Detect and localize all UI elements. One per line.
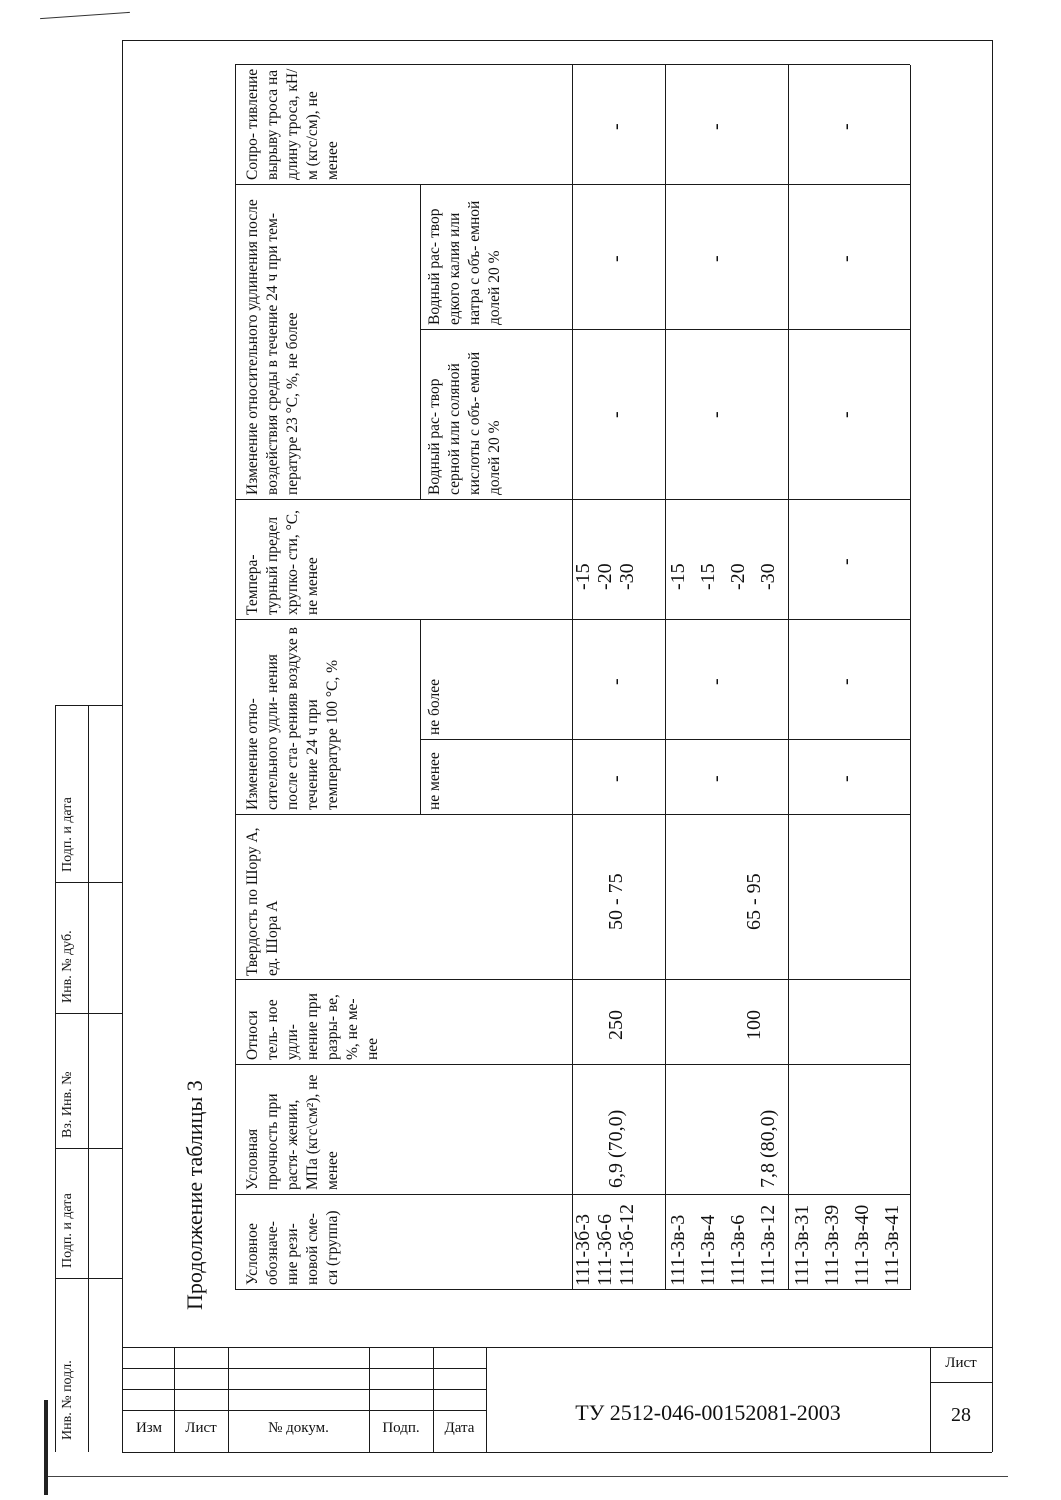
side-label-inv-podl: Инв. № подл. — [60, 1360, 75, 1440]
row2-brittleness-2: -15 — [697, 563, 719, 590]
row1-air-min: - — [605, 775, 627, 782]
row3-brittleness: - — [835, 558, 857, 565]
row2-designation-4: 111-3в-12 — [757, 1204, 779, 1286]
header-air-aging-max: не более — [426, 679, 443, 735]
header-elongation: Относи тель- ное удли- нение при разры- ве, %, не ме- нее — [244, 993, 381, 1060]
row2-designation-2: 111-3в-4 — [697, 1214, 719, 1286]
header-hardness: Твердость по Шору А, ед. Шора А — [244, 827, 281, 976]
stamp-izm: Изм — [135, 1420, 163, 1436]
row1-pullout: - — [605, 123, 627, 130]
row1-designation-1: 111-3б-3 — [572, 1213, 594, 1286]
row2-elongation: 100 — [743, 1010, 765, 1040]
sheet-number: 28 — [951, 1404, 971, 1426]
header-media-alkali: Водный рас- твор едкого калия или натра с объ- емной долей 20 % — [426, 200, 503, 325]
row2-brittleness-1: -15 — [667, 563, 689, 590]
row3-designation-4: 111-3в-41 — [881, 1204, 903, 1286]
side-label-vz-inv: Вз. Инв. № — [60, 1071, 75, 1138]
scan-edge-left — [44, 1400, 48, 1495]
side-label-podp-data-1: Подп. и дата — [60, 1193, 75, 1268]
row3-air-min: - — [835, 775, 857, 782]
row1-designation-2: 111-3б-6 — [594, 1213, 616, 1286]
table-3-continued — [235, 65, 910, 1290]
row3-air-max: - — [835, 678, 857, 685]
header-designation: Условное обозначе- ние рези- новой сме- си (группа) — [244, 1210, 341, 1285]
row2-pullout: - — [705, 123, 727, 130]
row1-acid: - — [605, 411, 627, 418]
header-brittleness: Темпера- турный предел хрупко- сти, °С, не менее — [244, 510, 321, 615]
row3-designation-3: 111-3в-40 — [851, 1204, 873, 1286]
row2-designation-3: 111-3в-6 — [727, 1214, 749, 1286]
row2-hardness: 65 - 95 — [743, 873, 765, 930]
row2-designation-1: 111-3в-3 — [667, 1214, 689, 1286]
stamp-list: Лист — [185, 1420, 217, 1436]
row1-brittleness-3: -30 — [616, 563, 638, 590]
row2-brittleness-4: -30 — [757, 563, 779, 590]
scan-edge-bottom — [48, 1476, 1008, 1477]
row1-elongation: 250 — [605, 1010, 627, 1040]
side-label-inv-dub: Инв. № дуб. — [60, 930, 75, 1003]
row3-pullout: - — [835, 123, 857, 130]
header-media: Изменение относительного удлинения после воздействия среды в течение 24 ч при тем- пературе 23 °С, %, не более — [244, 199, 301, 495]
row3-acid: - — [835, 411, 857, 418]
row3-alkali: - — [835, 255, 857, 262]
row3-designation-2: 111-3в-39 — [821, 1204, 843, 1286]
table-caption: Продолжение таблицы 3 — [182, 1080, 207, 1310]
header-air-aging: Изменение отно- сительного удли- нения после ста- ренияв воздухе в течение 24 ч при температуре 100 °С, % — [244, 627, 341, 810]
sheet-label: Лист — [945, 1355, 977, 1371]
header-air-aging-min: не менее — [426, 752, 443, 810]
row1-alkali: - — [605, 255, 627, 262]
stamp-doc-no: № докум. — [268, 1420, 329, 1436]
row2-brittleness-3: -20 — [727, 563, 749, 590]
stamp-podp: Подп. — [382, 1420, 420, 1436]
row2-alkali: - — [705, 255, 727, 262]
row2-air-max: - — [705, 678, 727, 685]
row1-brittleness-1: -15 — [572, 563, 594, 590]
row2-strength: 7,8 (80,0) — [757, 1109, 779, 1188]
document-designation: ТУ 2512-046-00152081-2003 — [575, 1400, 841, 1425]
row1-designation-3: 111-3б-12 — [616, 1203, 638, 1286]
row3-designation-1: 111-3в-31 — [791, 1204, 813, 1286]
row1-air-max: - — [605, 678, 627, 685]
row1-strength: 6,9 (70,0) — [605, 1109, 627, 1188]
header-media-acid: Водный рас- твор серной или соляной кислоты с объ- емной долей 20 % — [426, 351, 503, 495]
row2-acid: - — [705, 411, 727, 418]
scan-edge-top — [40, 12, 130, 19]
stamp-data: Дата — [444, 1420, 475, 1436]
side-label-podp-data-2: Подп. и дата — [60, 797, 75, 872]
row2-air-min: - — [705, 775, 727, 782]
header-pullout: Сопро- тивление вырыву троса на длину троса, кН/м (кгс/см), не менее — [244, 68, 341, 180]
header-strength: Условная прочность при растя- жении, МПа (кгс\см²), не менее — [244, 1074, 341, 1190]
row1-hardness: 50 - 75 — [605, 873, 627, 930]
row1-brittleness-2: -20 — [594, 563, 616, 590]
